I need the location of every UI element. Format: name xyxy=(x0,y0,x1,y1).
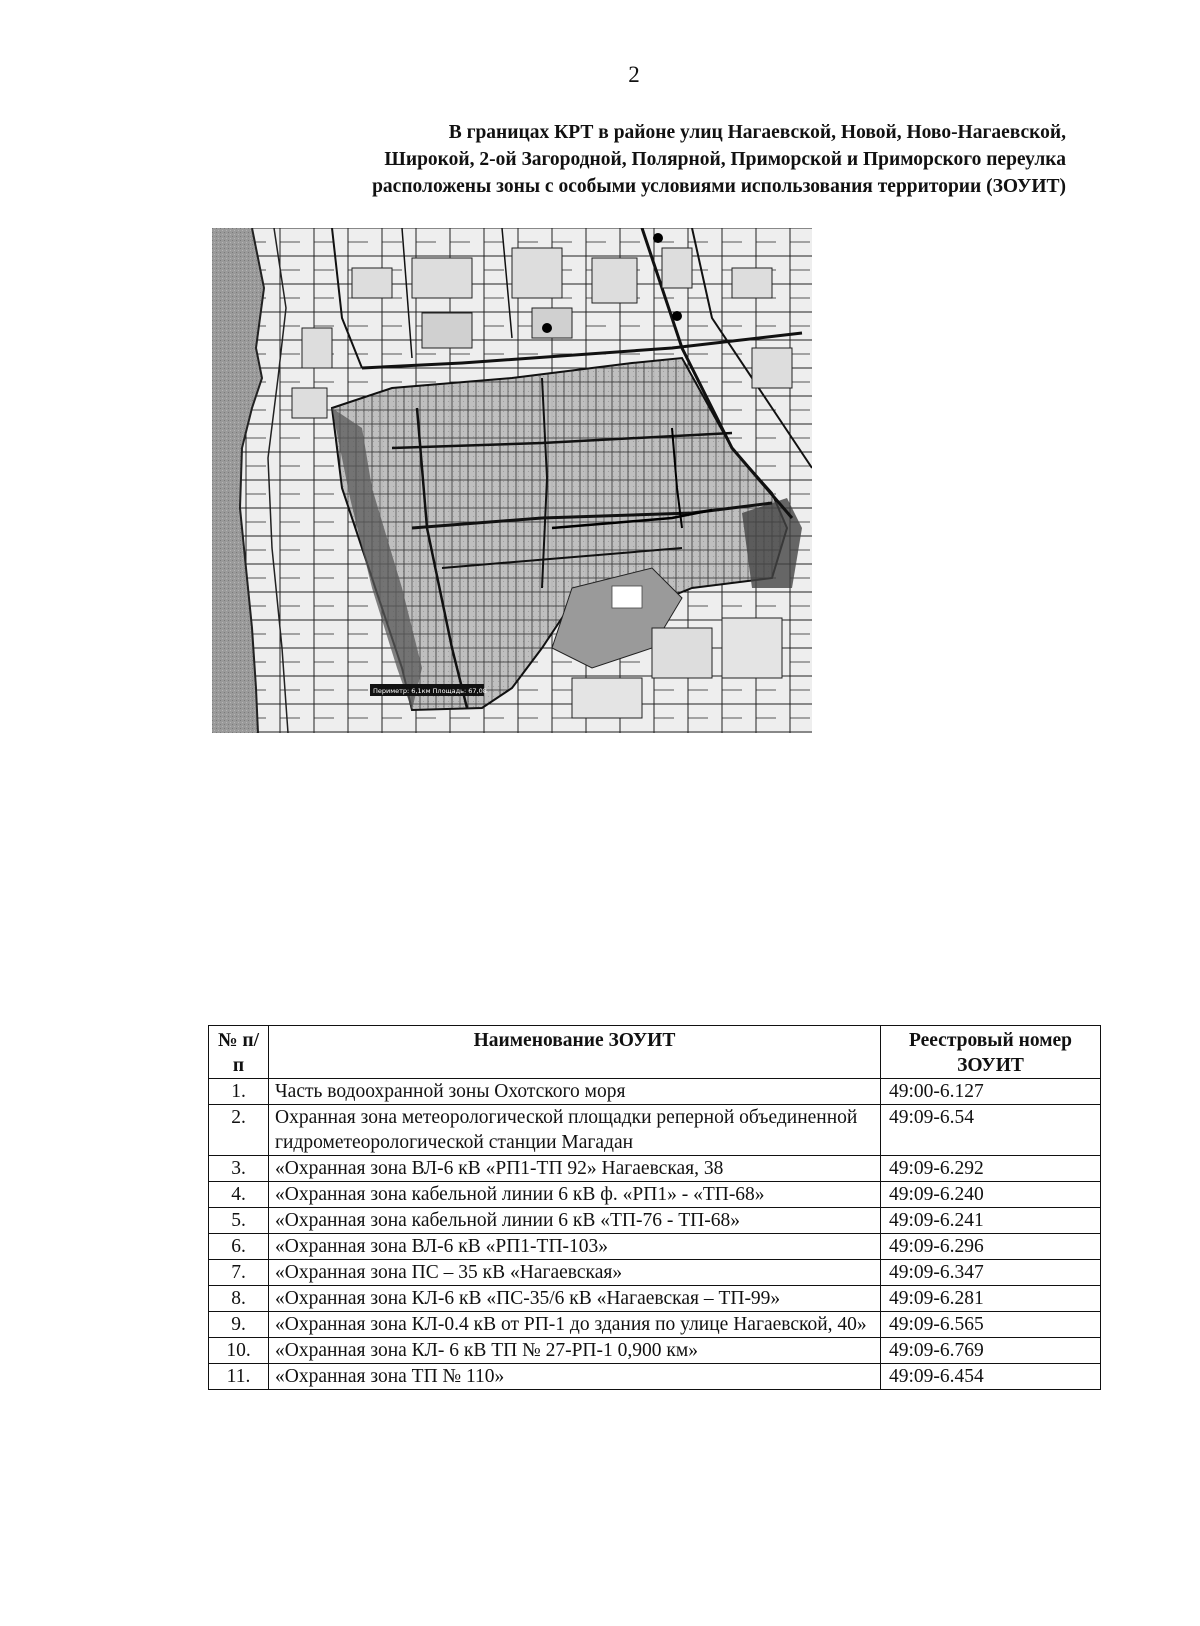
map-caption: Периметр: 6,1км Площадь: 67,08 xyxy=(373,687,487,695)
row-name: «Охранная зона ВЛ-6 кВ «РП1-ТП 92» Нагаевская, 38 xyxy=(269,1156,881,1182)
row-num: 7. xyxy=(209,1260,269,1286)
table-row xyxy=(209,1260,1101,1286)
table-row xyxy=(209,1312,1101,1338)
title-line-2: Широкой, 2-ой Загородной, Полярной, Приморской и Приморского переулка xyxy=(384,149,1066,170)
row-name: «Охранная зона кабельной линии 6 кВ «ТП-76 - ТП-68» xyxy=(269,1208,881,1234)
table-row xyxy=(209,1156,1101,1182)
table-row xyxy=(209,1208,1101,1234)
row-num: 5. xyxy=(209,1208,269,1234)
row-name: «Охранная зона ПС – 35 кВ «Нагаевская» xyxy=(269,1260,881,1286)
row-name: «Охранная зона ВЛ-6 кВ «РП1-ТП-103» xyxy=(269,1234,881,1260)
row-num: 9. xyxy=(209,1312,269,1338)
table-header-row xyxy=(209,1026,1101,1079)
page-number: 2 xyxy=(628,62,640,87)
row-name: Охранная зона метеорологической площадки реперной объединенной гидрометеорологической станции Магадан xyxy=(269,1105,881,1156)
row-name: «Охранная зона ТП № 110» xyxy=(269,1364,881,1390)
table-row xyxy=(209,1286,1101,1312)
row-reg: 49:09-6.769 xyxy=(881,1338,1101,1364)
table-row xyxy=(209,1364,1101,1390)
row-name: «Охранная зона кабельной линии 6 кВ ф. «РП1» - «ТП-68» xyxy=(269,1182,881,1208)
row-reg: 49:09-6.296 xyxy=(881,1234,1101,1260)
row-num: 1. xyxy=(209,1079,269,1105)
row-num: 10. xyxy=(209,1338,269,1364)
cadastral-map-image xyxy=(212,228,812,733)
header-name: Наименование ЗОУИТ xyxy=(269,1026,881,1079)
row-num: 8. xyxy=(209,1286,269,1312)
title-line-1: В границах КРТ в районе улиц Нагаевской, Новой, Ново-Нагаевской, xyxy=(448,122,1066,143)
row-reg: 49:09-6.240 xyxy=(881,1182,1101,1208)
row-num: 3. xyxy=(209,1156,269,1182)
row-reg: 49:09-6.281 xyxy=(881,1286,1101,1312)
row-num: 6. xyxy=(209,1234,269,1260)
row-reg: 49:09-6.347 xyxy=(881,1260,1101,1286)
header-reg: Реестровый номер ЗОУИТ xyxy=(881,1026,1101,1079)
page-title xyxy=(160,119,1066,200)
header-num: № п/п xyxy=(209,1026,269,1079)
row-name: «Охранная зона КЛ-0.4 кВ от РП-1 до здания по улице Нагаевской, 40» xyxy=(269,1312,881,1338)
row-reg: 49:00-6.127 xyxy=(881,1079,1101,1105)
cadastral-map xyxy=(212,228,812,733)
row-num: 2. xyxy=(209,1105,269,1156)
table-row xyxy=(209,1079,1101,1105)
row-name: Часть водоохранной зоны Охотского моря xyxy=(269,1079,881,1105)
row-reg: 49:09-6.241 xyxy=(881,1208,1101,1234)
table-row xyxy=(209,1338,1101,1364)
row-reg: 49:09-6.454 xyxy=(881,1364,1101,1390)
row-num: 11. xyxy=(209,1364,269,1390)
row-name: «Охранная зона КЛ- 6 кВ ТП № 27-РП-1 0,900 км» xyxy=(269,1338,881,1364)
title-line-3: расположены зоны с особыми условиями использования территории (ЗОУИТ) xyxy=(372,176,1066,197)
table-row xyxy=(209,1105,1101,1156)
row-num: 4. xyxy=(209,1182,269,1208)
zouit-table xyxy=(208,1025,1101,1390)
row-reg: 49:09-6.54 xyxy=(881,1105,1101,1156)
row-reg: 49:09-6.565 xyxy=(881,1312,1101,1338)
table-row xyxy=(209,1234,1101,1260)
row-name: «Охранная зона КЛ-6 кВ «ПС-35/6 кВ «Нагаевская – ТП-99» xyxy=(269,1286,881,1312)
row-reg: 49:09-6.292 xyxy=(881,1156,1101,1182)
table-row xyxy=(209,1182,1101,1208)
